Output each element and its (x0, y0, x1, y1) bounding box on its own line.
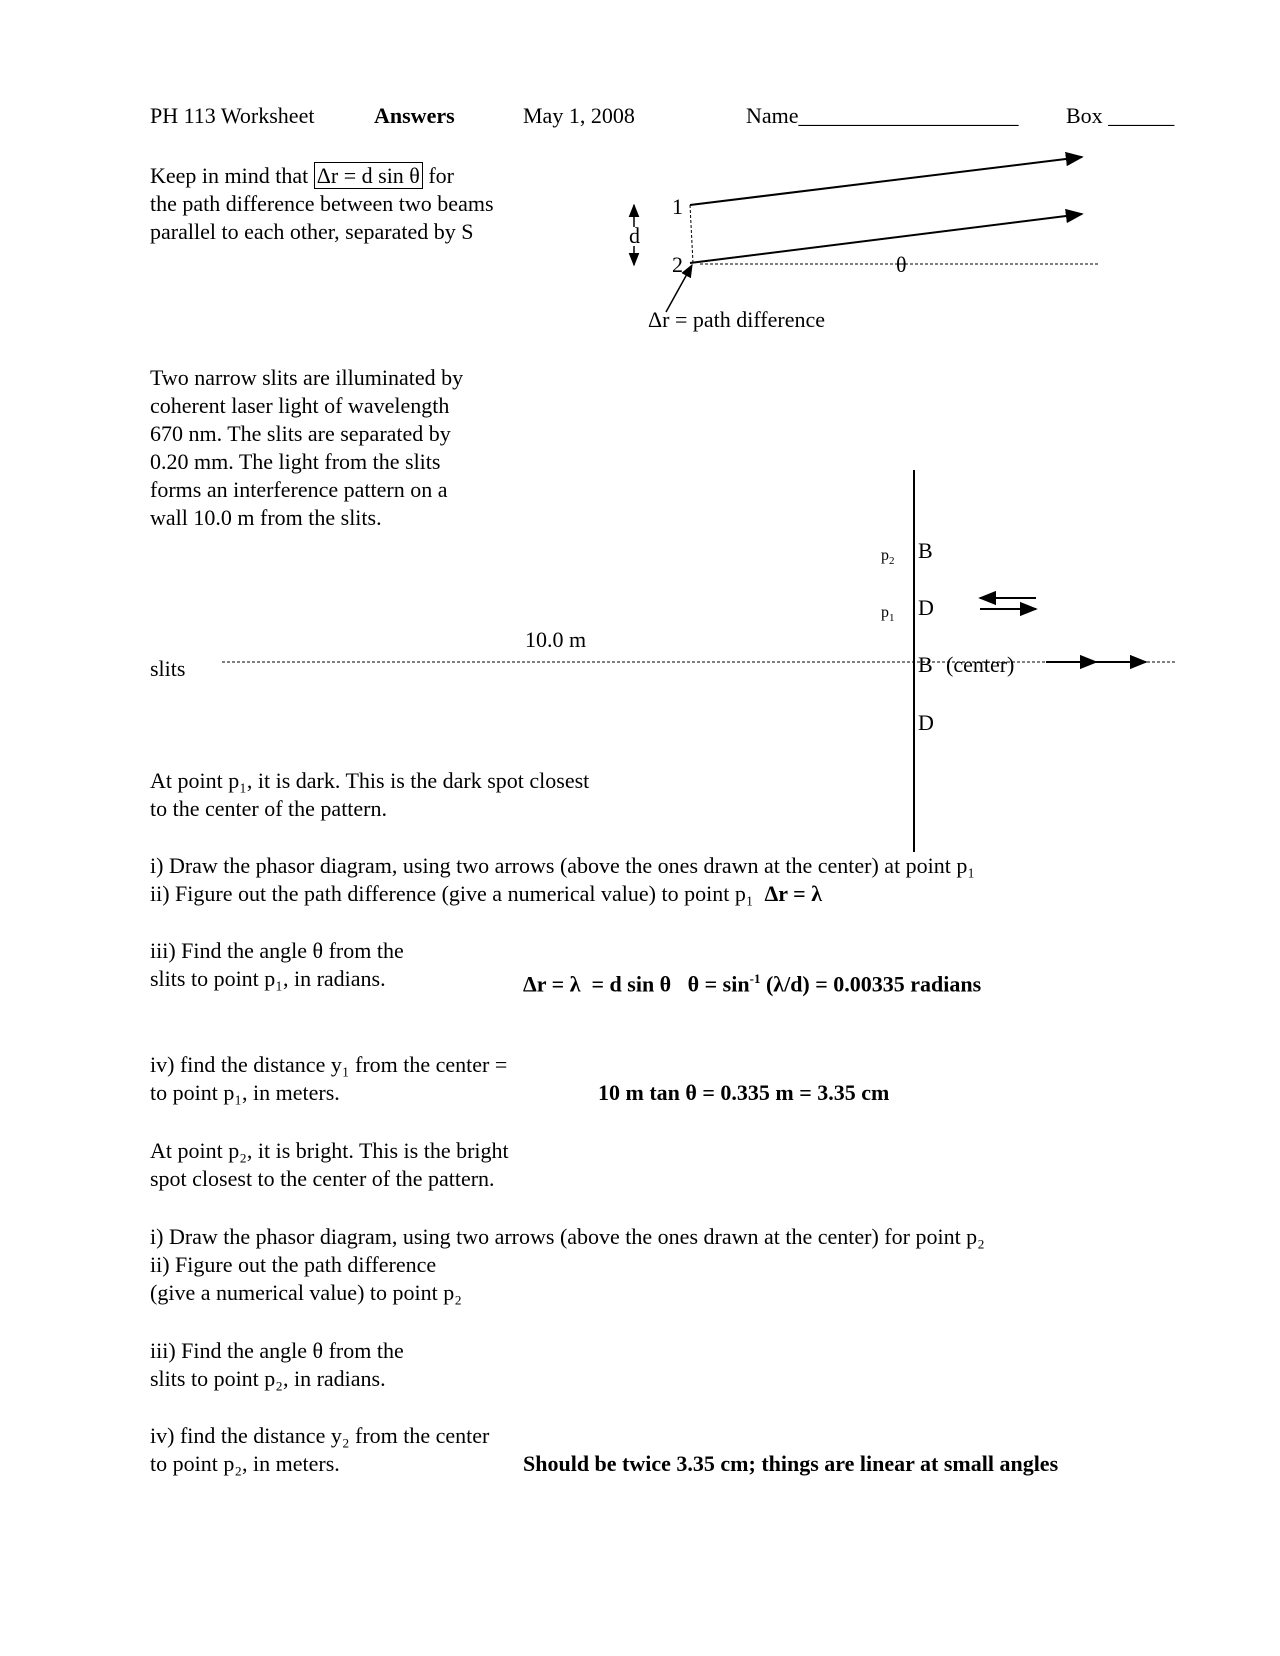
p1-marker: $p_1$ (881, 604, 895, 625)
p1-question-iii-line-2: slits to point p₁, in radians. (150, 966, 386, 991)
p2-question-ii-line-1: ii) Figure out the path difference (150, 1252, 437, 1277)
p1-question-ii: ii) Figure out the path difference (give a numerical value) to point p₁ Δr = λ (150, 881, 823, 906)
p1-question-iv-line-2: to point p₁, in meters. (150, 1080, 340, 1105)
p1-intro-line-1: At point p₁, it is dark. This is the dark spot closest (150, 768, 590, 793)
answers-label: Answers (374, 103, 455, 128)
d-label: d (629, 223, 640, 248)
beam-1-label: 1 (672, 194, 683, 219)
p1-intro-line-2: to the center of the pattern. (150, 796, 388, 821)
course-title: PH 113 Worksheet (150, 103, 315, 128)
problem-line: Two narrow slits are illuminated by (150, 365, 464, 390)
p2-question-iii-line-1: iii) Find the angle θ from the (150, 1338, 404, 1363)
p1-question-iv-line-1: iv) find the distance y₁ from the center = (150, 1052, 508, 1077)
problem-line: coherent laser light of wavelength (150, 393, 450, 418)
p2-question-iv-line-2: to point p₂, in meters. (150, 1451, 340, 1476)
distance-label: 10.0 m (525, 627, 587, 652)
intro-line-2: the path difference between two beams (150, 191, 494, 216)
fringe-dark-top: D (918, 595, 934, 620)
box-label: Box (1066, 103, 1103, 128)
p1-question-iii-line-1: iii) Find the angle θ from the (150, 938, 404, 963)
worksheet-date: May 1, 2008 (523, 103, 635, 128)
name-label: Name (746, 103, 799, 128)
problem-line: wall 10.0 m from the slits. (150, 505, 382, 530)
beam-2-label: 2 (672, 252, 683, 277)
p1-answer-iv: 10 m tan θ = 0.335 m = 3.35 cm (598, 1080, 890, 1105)
path-difference-formula: Δr = d sin θ (314, 162, 423, 189)
intro-line-1: Keep in mind that Δr = d sin θ for (150, 163, 454, 188)
p2-marker: $p_2$ (881, 547, 895, 568)
p2-intro-line-2: spot closest to the center of the pattern. (150, 1166, 495, 1191)
problem-line: 670 nm. The slits are separated by (150, 421, 451, 446)
problem-line: 0.20 mm. The light from the slits (150, 449, 441, 474)
name-blank: ____________________ (798, 103, 1019, 128)
fringe-dark-bottom: D (918, 710, 934, 735)
box-blank: ______ (1108, 103, 1175, 128)
intro-line-3: parallel to each other, separated by S (150, 219, 474, 244)
problem-line: forms an interference pattern on a (150, 477, 448, 502)
center-label: (center) (946, 652, 1015, 677)
p2-question-iii-line-2: slits to point p₂, in radians. (150, 1366, 386, 1391)
p1-answer-iii: Δr = λ = d sin θ $\theta = \sin^{-1} (\lambda/d) = 0.00335$ radians (523, 971, 982, 997)
fringe-bright-top: B (918, 538, 933, 563)
theta-label: θ (896, 252, 907, 277)
p2-answer-iv: Should be twice 3.35 cm; things are linear at small angles (523, 1451, 1059, 1476)
fringe-bright-center: B (918, 652, 933, 677)
p1-answer-ii: Δr = λ (764, 881, 823, 906)
path-difference-caption: Δr = path difference (648, 307, 826, 332)
p2-question-ii-line-2: (give a numerical value) to point p₂ (150, 1280, 462, 1305)
p2-question-i: i) Draw the phasor diagram, using two arrows (above the ones drawn at the center) for point p₂ (150, 1224, 985, 1249)
p1-question-i: i) Draw the phasor diagram, using two arrows (above the ones drawn at the center) at point p₁ (150, 853, 976, 878)
slits-label: slits (150, 656, 186, 681)
p2-question-iv-line-1: iv) find the distance y₂ from the center (150, 1423, 490, 1448)
p2-intro-line-1: At point p₂, it is bright. This is the bright (150, 1138, 509, 1163)
